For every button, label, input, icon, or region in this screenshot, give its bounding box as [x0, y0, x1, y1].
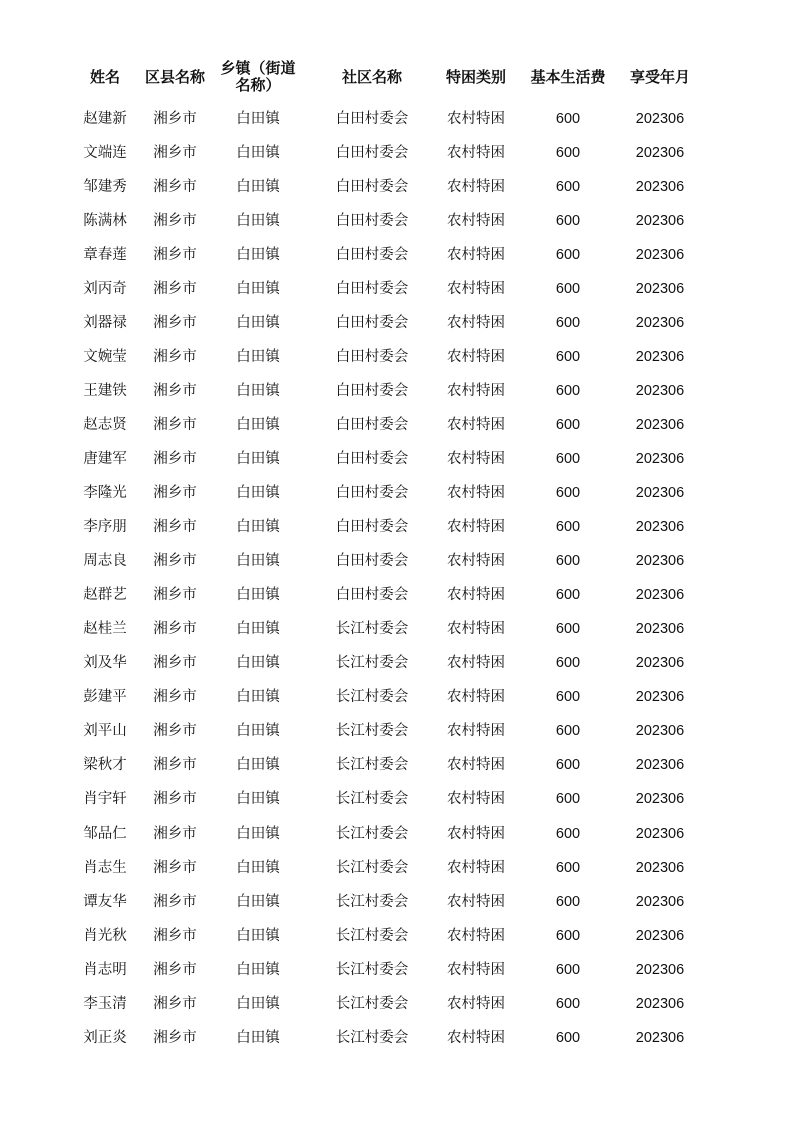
- cell-name: 唐建军: [83, 450, 127, 467]
- cell-town: 白田镇: [236, 791, 280, 808]
- table-row: [68, 136, 708, 170]
- cell-month: 202306: [635, 655, 685, 672]
- cell-allowance: 600: [555, 859, 581, 876]
- cell-town: 白田镇: [236, 893, 280, 910]
- cell-name: 邹品仁: [83, 825, 127, 842]
- cell-county: 湘乡市: [153, 757, 197, 774]
- cell-name: 谭友华: [83, 893, 127, 910]
- cell-category: 农村特困: [447, 280, 505, 297]
- cell-category: 农村特困: [447, 689, 505, 706]
- cell-county: 湘乡市: [153, 621, 197, 638]
- cell-county: 湘乡市: [153, 995, 197, 1012]
- table-row: [68, 885, 708, 919]
- table-row: [68, 579, 708, 613]
- cell-community: 长江村委会: [335, 1029, 409, 1046]
- cell-category: 农村特困: [447, 348, 505, 365]
- table-row: [68, 749, 708, 783]
- cell-category: 农村特困: [447, 621, 505, 638]
- cell-category: 农村特困: [447, 485, 505, 502]
- cell-allowance: 600: [555, 621, 581, 638]
- cell-county: 湘乡市: [153, 689, 197, 706]
- cell-town: 白田镇: [236, 178, 280, 195]
- cell-town: 白田镇: [236, 995, 280, 1012]
- cell-category: 农村特困: [447, 893, 505, 910]
- cell-month: 202306: [635, 757, 685, 774]
- cell-category: 农村特困: [447, 416, 505, 433]
- table-row: [68, 919, 708, 953]
- cell-community: 白田村委会: [335, 314, 409, 331]
- table-row: [68, 238, 708, 272]
- cell-town: 白田镇: [236, 246, 280, 263]
- cell-town: 白田镇: [236, 212, 280, 229]
- cell-allowance: 600: [555, 348, 581, 365]
- cell-community: 长江村委会: [335, 995, 409, 1012]
- cell-name: 陈满林: [83, 212, 127, 229]
- cell-month: 202306: [635, 723, 685, 740]
- table-row: [68, 647, 708, 681]
- cell-county: 湘乡市: [153, 723, 197, 740]
- table-row: [68, 613, 708, 647]
- cell-town: 白田镇: [236, 519, 280, 536]
- cell-county: 湘乡市: [153, 212, 197, 229]
- cell-month: 202306: [635, 689, 685, 706]
- cell-name: 肖志生: [83, 859, 127, 876]
- cell-name: 肖光秋: [83, 927, 127, 944]
- cell-allowance: 600: [555, 519, 581, 536]
- cell-town: 白田镇: [236, 655, 280, 672]
- cell-community: 长江村委会: [335, 621, 409, 638]
- cell-category: 农村特困: [447, 927, 505, 944]
- cell-town: 白田镇: [236, 416, 280, 433]
- cell-county: 湘乡市: [153, 961, 197, 978]
- cell-category: 农村特困: [447, 995, 505, 1012]
- table-row: [68, 715, 708, 749]
- cell-month: 202306: [635, 893, 685, 910]
- cell-name: 赵建新: [83, 110, 127, 127]
- cell-community: 白田村委会: [335, 416, 409, 433]
- cell-county: 湘乡市: [153, 825, 197, 842]
- cell-allowance: 600: [555, 382, 581, 399]
- cell-town: 白田镇: [236, 587, 280, 604]
- cell-category: 农村特困: [447, 791, 505, 808]
- cell-month: 202306: [635, 1029, 685, 1046]
- cell-community: 长江村委会: [335, 791, 409, 808]
- cell-name: 周志良: [83, 553, 127, 570]
- table-row: [68, 340, 708, 374]
- cell-month: 202306: [635, 825, 685, 842]
- table-row: [68, 681, 708, 715]
- cell-community: 白田村委会: [335, 280, 409, 297]
- cell-category: 农村特困: [447, 1029, 505, 1046]
- cell-community: 白田村委会: [335, 587, 409, 604]
- cell-month: 202306: [635, 927, 685, 944]
- cell-allowance: 600: [555, 791, 581, 808]
- cell-name: 刘正炎: [83, 1029, 127, 1046]
- cell-county: 湘乡市: [153, 655, 197, 672]
- header-county: 区县名称: [144, 67, 205, 86]
- cell-town: 白田镇: [236, 485, 280, 502]
- header-community: 社区名称: [341, 67, 402, 86]
- cell-month: 202306: [635, 280, 685, 297]
- cell-town: 白田镇: [236, 689, 280, 706]
- table-row: [68, 306, 708, 340]
- table-row: [68, 953, 708, 987]
- cell-month: 202306: [635, 348, 685, 365]
- cell-category: 农村特困: [447, 859, 505, 876]
- cell-allowance: 600: [555, 280, 581, 297]
- cell-allowance: 600: [555, 110, 581, 127]
- cell-category: 农村特困: [447, 655, 505, 672]
- cell-town: 白田镇: [236, 723, 280, 740]
- cell-county: 湘乡市: [153, 1029, 197, 1046]
- cell-allowance: 600: [555, 1029, 581, 1046]
- cell-county: 湘乡市: [153, 382, 197, 399]
- table-row: [68, 545, 708, 579]
- cell-allowance: 600: [555, 995, 581, 1012]
- cell-category: 农村特困: [447, 825, 505, 842]
- cell-month: 202306: [635, 519, 685, 536]
- cell-county: 湘乡市: [153, 280, 197, 297]
- cell-category: 农村特困: [447, 110, 505, 127]
- cell-month: 202306: [635, 450, 685, 467]
- table-row: [68, 817, 708, 851]
- cell-name: 文婉莹: [83, 348, 127, 365]
- cell-month: 202306: [635, 314, 685, 331]
- cell-name: 王建铁: [83, 382, 127, 399]
- cell-allowance: 600: [555, 927, 581, 944]
- cell-town: 白田镇: [236, 382, 280, 399]
- table-row: [68, 477, 708, 511]
- cell-town: 白田镇: [236, 927, 280, 944]
- cell-name: 梁秋才: [83, 757, 127, 774]
- cell-allowance: 600: [555, 246, 581, 263]
- table-row: [68, 851, 708, 885]
- cell-name: 赵志贤: [83, 416, 127, 433]
- cell-county: 湘乡市: [153, 314, 197, 331]
- cell-community: 白田村委会: [335, 553, 409, 570]
- cell-county: 湘乡市: [153, 348, 197, 365]
- cell-category: 农村特困: [447, 450, 505, 467]
- cell-month: 202306: [635, 144, 685, 161]
- cell-category: 农村特困: [447, 553, 505, 570]
- cell-allowance: 600: [555, 655, 581, 672]
- cell-month: 202306: [635, 587, 685, 604]
- cell-category: 农村特困: [447, 212, 505, 229]
- cell-community: 白田村委会: [335, 246, 409, 263]
- cell-town: 白田镇: [236, 450, 280, 467]
- cell-month: 202306: [635, 246, 685, 263]
- cell-community: 白田村委会: [335, 382, 409, 399]
- cell-county: 湘乡市: [153, 791, 197, 808]
- cell-community: 白田村委会: [335, 178, 409, 195]
- cell-name: 刘丙奇: [83, 280, 127, 297]
- cell-town: 白田镇: [236, 144, 280, 161]
- cell-community: 白田村委会: [335, 450, 409, 467]
- cell-month: 202306: [635, 416, 685, 433]
- cell-category: 农村特困: [447, 757, 505, 774]
- cell-name: 李玉清: [83, 995, 127, 1012]
- cell-county: 湘乡市: [153, 859, 197, 876]
- cell-county: 湘乡市: [153, 893, 197, 910]
- cell-community: 长江村委会: [335, 689, 409, 706]
- header-town: 乡镇（街道名称）: [220, 59, 296, 94]
- cell-town: 白田镇: [236, 348, 280, 365]
- cell-month: 202306: [635, 110, 685, 127]
- cell-allowance: 600: [555, 961, 581, 978]
- cell-town: 白田镇: [236, 553, 280, 570]
- cell-community: 长江村委会: [335, 893, 409, 910]
- cell-county: 湘乡市: [153, 178, 197, 195]
- header-month: 享受年月: [629, 67, 690, 86]
- cell-town: 白田镇: [236, 859, 280, 876]
- cell-allowance: 600: [555, 450, 581, 467]
- cell-category: 农村特困: [447, 519, 505, 536]
- table-row: [68, 442, 708, 476]
- cell-town: 白田镇: [236, 280, 280, 297]
- cell-county: 湘乡市: [153, 144, 197, 161]
- cell-community: 长江村委会: [335, 825, 409, 842]
- cell-community: 长江村委会: [335, 961, 409, 978]
- cell-category: 农村特困: [447, 314, 505, 331]
- cell-allowance: 600: [555, 144, 581, 161]
- cell-community: 长江村委会: [335, 723, 409, 740]
- table-body: [68, 102, 708, 1055]
- cell-month: 202306: [635, 382, 685, 399]
- cell-month: 202306: [635, 961, 685, 978]
- table-row: [68, 102, 708, 136]
- cell-allowance: 600: [555, 757, 581, 774]
- table-row: [68, 204, 708, 238]
- table-row: [68, 374, 708, 408]
- header-category: 特困类别: [445, 67, 506, 86]
- table-row: [68, 511, 708, 545]
- cell-county: 湘乡市: [153, 519, 197, 536]
- cell-allowance: 600: [555, 689, 581, 706]
- cell-allowance: 600: [555, 314, 581, 331]
- cell-county: 湘乡市: [153, 587, 197, 604]
- cell-county: 湘乡市: [153, 416, 197, 433]
- cell-category: 农村特困: [447, 723, 505, 740]
- cell-category: 农村特困: [447, 961, 505, 978]
- cell-name: 刘平山: [83, 723, 127, 740]
- cell-name: 肖志明: [83, 961, 127, 978]
- cell-county: 湘乡市: [153, 553, 197, 570]
- cell-allowance: 600: [555, 587, 581, 604]
- cell-allowance: 600: [555, 178, 581, 195]
- cell-allowance: 600: [555, 723, 581, 740]
- cell-name: 邹建秀: [83, 178, 127, 195]
- cell-town: 白田镇: [236, 757, 280, 774]
- cell-county: 湘乡市: [153, 485, 197, 502]
- cell-county: 湘乡市: [153, 110, 197, 127]
- cell-community: 白田村委会: [335, 348, 409, 365]
- cell-month: 202306: [635, 995, 685, 1012]
- cell-community: 白田村委会: [335, 519, 409, 536]
- cell-month: 202306: [635, 621, 685, 638]
- cell-month: 202306: [635, 485, 685, 502]
- cell-community: 长江村委会: [335, 927, 409, 944]
- cell-county: 湘乡市: [153, 246, 197, 263]
- cell-name: 章春莲: [83, 246, 127, 263]
- cell-month: 202306: [635, 859, 685, 876]
- header-name: 姓名: [89, 67, 120, 86]
- cell-town: 白田镇: [236, 961, 280, 978]
- table-header-row: [68, 52, 708, 102]
- cell-town: 白田镇: [236, 314, 280, 331]
- cell-community: 长江村委会: [335, 655, 409, 672]
- table-row: [68, 272, 708, 306]
- cell-community: 长江村委会: [335, 757, 409, 774]
- cell-town: 白田镇: [236, 110, 280, 127]
- cell-month: 202306: [635, 212, 685, 229]
- cell-month: 202306: [635, 553, 685, 570]
- cell-community: 长江村委会: [335, 859, 409, 876]
- cell-name: 赵群艺: [83, 587, 127, 604]
- table-row: [68, 170, 708, 204]
- cell-name: 赵桂兰: [83, 621, 127, 638]
- table-row: [68, 987, 708, 1021]
- cell-county: 湘乡市: [153, 450, 197, 467]
- table-row: [68, 1021, 708, 1055]
- cell-allowance: 600: [555, 416, 581, 433]
- cell-name: 刘及华: [83, 655, 127, 672]
- cell-month: 202306: [635, 178, 685, 195]
- cell-community: 白田村委会: [335, 110, 409, 127]
- cell-town: 白田镇: [236, 621, 280, 638]
- cell-community: 白田村委会: [335, 144, 409, 161]
- cell-name: 李隆光: [83, 485, 127, 502]
- cell-name: 肖宇轩: [83, 791, 127, 808]
- cell-category: 农村特困: [447, 587, 505, 604]
- table-row: [68, 408, 708, 442]
- cell-community: 白田村委会: [335, 485, 409, 502]
- cell-category: 农村特困: [447, 178, 505, 195]
- cell-name: 文端连: [83, 144, 127, 161]
- cell-allowance: 600: [555, 893, 581, 910]
- cell-name: 彭建平: [83, 689, 127, 706]
- cell-allowance: 600: [555, 212, 581, 229]
- table-row: [68, 783, 708, 817]
- header-allowance: 基本生活费: [530, 67, 606, 86]
- cell-allowance: 600: [555, 485, 581, 502]
- data-table: [68, 52, 708, 1055]
- cell-category: 农村特困: [447, 246, 505, 263]
- cell-name: 李序朋: [83, 519, 127, 536]
- cell-allowance: 600: [555, 553, 581, 570]
- cell-category: 农村特困: [447, 144, 505, 161]
- cell-category: 农村特困: [447, 382, 505, 399]
- cell-community: 白田村委会: [335, 212, 409, 229]
- cell-name: 刘器禄: [83, 314, 127, 331]
- cell-month: 202306: [635, 791, 685, 808]
- cell-town: 白田镇: [236, 1029, 280, 1046]
- cell-town: 白田镇: [236, 825, 280, 842]
- cell-county: 湘乡市: [153, 927, 197, 944]
- cell-allowance: 600: [555, 825, 581, 842]
